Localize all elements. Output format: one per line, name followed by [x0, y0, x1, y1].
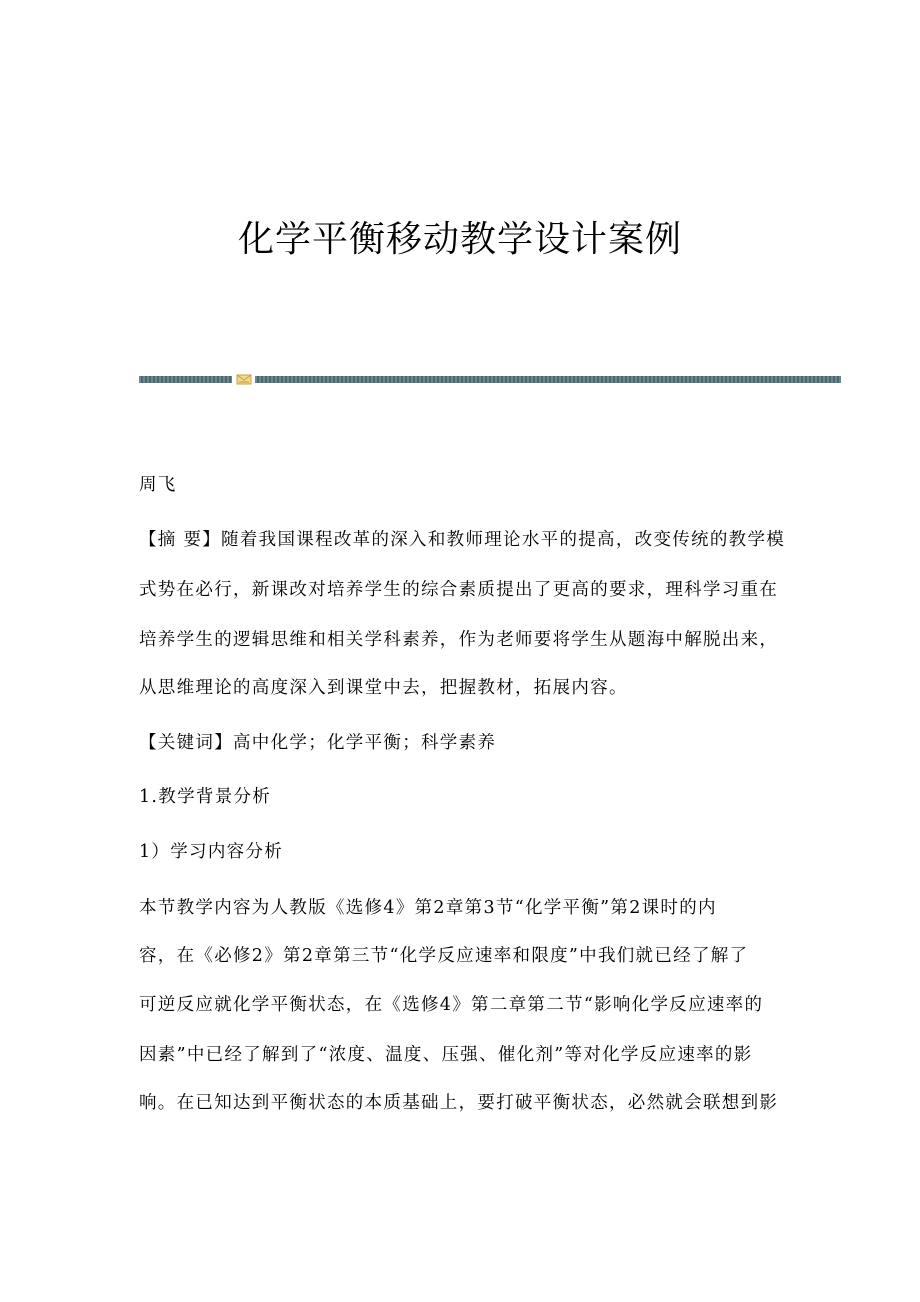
- subsection-heading: 1）学习内容分析: [139, 842, 284, 862]
- body-line: 因素”中已经了解到了“浓度、温度、压强、催化剂”等对化学反应速率的影: [139, 1045, 753, 1065]
- envelope-icon: [236, 373, 252, 385]
- abstract-line: 从思维理论的高度深入到课堂中去，把握教材，拓展内容。: [139, 678, 628, 698]
- document-title: 化学平衡移动教学设计案例: [237, 219, 682, 260]
- body-line: 响。在已知达到平衡状态的本质基础上，要打破平衡状态，必然就会联想到影: [139, 1093, 779, 1113]
- section-heading: 1.教学背景分析: [139, 787, 272, 807]
- divider-bar-left: [139, 376, 232, 383]
- body-line: 可逆反应就化学平衡状态，在《选修4》第二章第二节“影响化学反应速率的: [139, 995, 764, 1015]
- divider-bar-right: [255, 376, 841, 383]
- title-divider: [139, 373, 841, 385]
- keywords-line: 【关键词】高中化学；化学平衡；科学素养: [139, 733, 497, 753]
- abstract-line: 培养学生的逻辑思维和相关学科素养，作为老师要将学生从题海中解脱出来，: [139, 630, 779, 650]
- body-line: 本节教学内容为人教版《选修4》第2章第3节“化学平衡”第2课时的内: [139, 898, 717, 918]
- author-name: 周飞: [139, 475, 177, 495]
- body-line: 容，在《必修2》第2章第三节“化学反应速率和限度”中我们就已经了解了: [139, 946, 749, 966]
- abstract-line: 【摘 要】随着我国课程改革的深入和教师理论水平的提高，改变传统的教学模: [139, 530, 786, 550]
- abstract-line: 式势在必行，新课改对培养学生的综合素质提出了更高的要求，理科学习重在: [139, 580, 779, 600]
